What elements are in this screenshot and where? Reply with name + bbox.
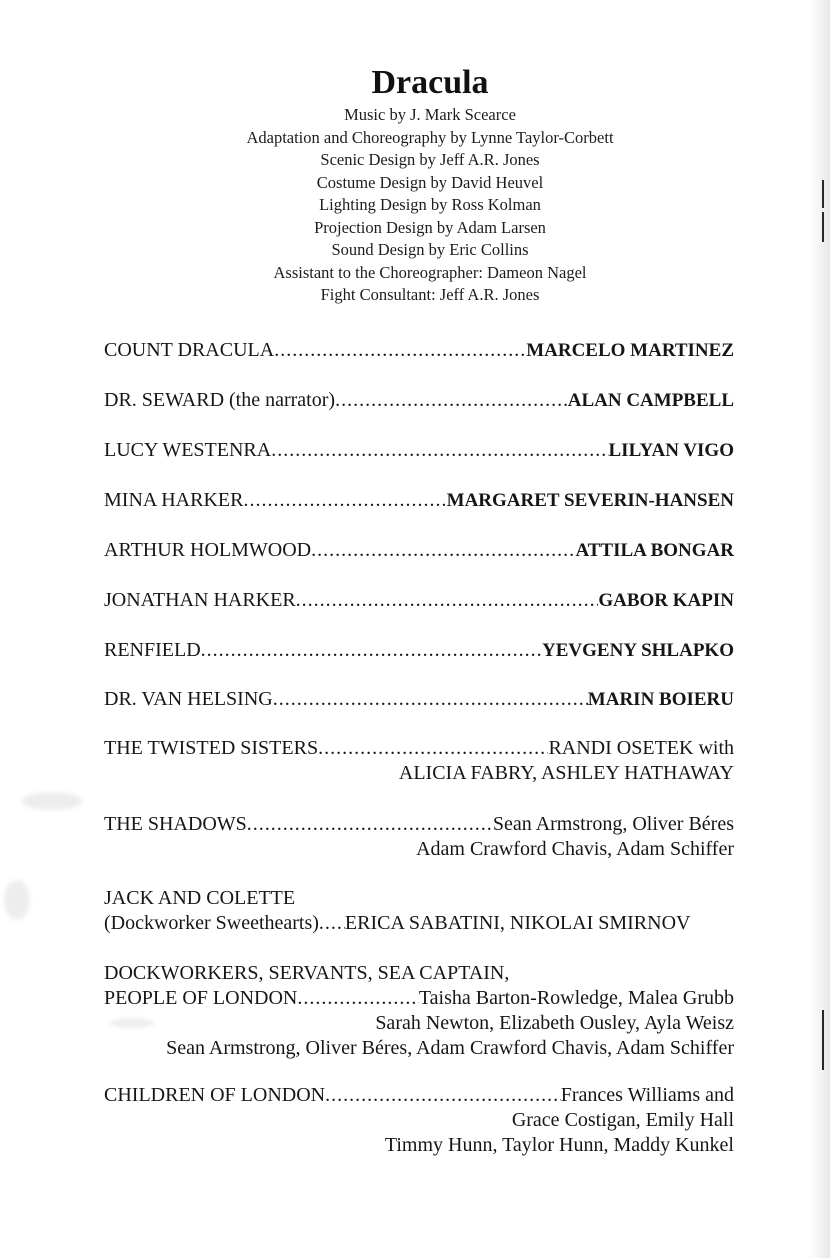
role-name: THE SHADOWS <box>104 813 247 835</box>
credit-line: Lighting Design by Ross Kolman <box>319 195 541 214</box>
role-name: JACK AND COLETTE <box>104 887 296 909</box>
leader-dots <box>325 1083 561 1108</box>
production-header <box>0 62 830 307</box>
role-name: MINA HARKER <box>104 489 244 511</box>
role-name: DR. SEWARD (the narrator) <box>104 389 336 411</box>
performer-name: Taisha Barton-Rowledge, Malea Grubb <box>418 987 734 1009</box>
credit-line: Costume Design by David Heuvel <box>316 172 544 192</box>
binding-mark <box>822 1010 824 1070</box>
role-name: COUNT DRACULA <box>104 339 275 361</box>
role-name: ARTHUR HOLMWOOD <box>104 539 312 561</box>
performer-name: RANDI OSETEK with <box>548 737 734 759</box>
cast-entry <box>104 388 734 413</box>
cast-entry <box>104 1083 734 1158</box>
performer-names-continued: Sarah Newton, Elizabeth Ousley, Ayla Weisz <box>375 1012 734 1034</box>
performer-names-continued: Grace Costigan, Emily Hall <box>511 1109 734 1131</box>
role-name: JONATHAN HARKER <box>104 589 296 611</box>
cast-entry <box>104 687 734 712</box>
performer-names-continued: ALICIA FABRY, ASHLEY HATHAWAY <box>398 762 734 784</box>
leader-dots <box>271 438 608 463</box>
credit-line: Adaptation and Choreography by Lynne Taylor-Corbett <box>246 127 614 147</box>
cast-entry <box>104 588 734 613</box>
leader-dots <box>273 687 588 712</box>
role-name: LUCY WESTENRA <box>104 439 272 461</box>
performer-name: ERICA SABATINI, NIKOLAI SMIRNOV <box>344 912 691 934</box>
credit-line: Fight Consultant: Jeff A.R. Jones <box>320 285 540 304</box>
role-name: CHILDREN OF LONDON <box>104 1084 326 1106</box>
performer-name: MARIN BOIERU <box>587 689 734 710</box>
role-name: DR. VAN HELSING <box>104 688 273 710</box>
leader-dots <box>296 588 599 613</box>
performer-names-continued: Timmy Hunn, Taylor Hunn, Maddy Kunkel <box>384 1134 734 1156</box>
credit-line: Scenic Design by Jeff A.R. Jones <box>320 150 540 169</box>
role-name: THE TWISTED SISTERS <box>104 737 319 759</box>
performer-name: YEVGENY SHLAPKO <box>542 640 734 661</box>
leader-dots <box>335 388 568 413</box>
cast-entry <box>104 886 734 936</box>
leader-dots <box>318 736 548 761</box>
credit-line: Assistant to the Choreographer: Dameon Nagel <box>273 262 587 282</box>
performer-name: Frances Williams and <box>560 1084 734 1106</box>
performer-name: GABOR KAPIN <box>598 590 734 611</box>
leader-dots <box>319 911 345 936</box>
performer-names-continued: Sean Armstrong, Oliver Béres, Adam Crawford Chavis, Adam Schiffer <box>166 1037 734 1059</box>
cast-entry <box>104 438 734 463</box>
role-name: RENFIELD <box>104 639 201 661</box>
paper-smudge <box>22 792 82 810</box>
leader-dots <box>201 638 542 663</box>
leader-dots <box>243 488 446 513</box>
cast-entry <box>104 338 734 363</box>
role-name: (Dockworker Sweethearts) <box>104 912 319 934</box>
cast-entry <box>104 812 734 862</box>
role-name: PEOPLE OF LONDON <box>104 987 298 1009</box>
performer-name: Sean Armstrong, Oliver Béres <box>492 813 734 835</box>
leader-dots <box>297 986 418 1011</box>
leader-dots <box>247 812 493 837</box>
cast-entry <box>104 961 734 1061</box>
performer-name: MARGARET SEVERIN-HANSEN <box>446 490 734 511</box>
production-title: Dracula <box>371 64 489 101</box>
cast-entry <box>104 538 734 563</box>
role-name: DOCKWORKERS, SERVANTS, SEA CAPTAIN, <box>104 962 510 984</box>
cast-entry <box>104 736 734 786</box>
leader-dots <box>274 338 526 363</box>
credit-line: Music by J. Mark Scearce <box>344 105 516 124</box>
performer-name: ALAN CAMPBELL <box>567 390 734 411</box>
cast-entry <box>104 638 734 663</box>
performer-name: LILYAN VIGO <box>608 440 734 461</box>
cast-entry <box>104 488 734 513</box>
performer-name: ATTILA BONGAR <box>575 540 734 561</box>
paper-smudge <box>4 880 30 920</box>
credit-line: Sound Design by Eric Collins <box>331 240 529 259</box>
leader-dots <box>311 538 575 563</box>
performer-name: MARCELO MARTINEZ <box>526 340 734 361</box>
credit-line: Projection Design by Adam Larsen <box>314 217 546 237</box>
performer-names-continued: Adam Crawford Chavis, Adam Schiffer <box>416 838 734 860</box>
